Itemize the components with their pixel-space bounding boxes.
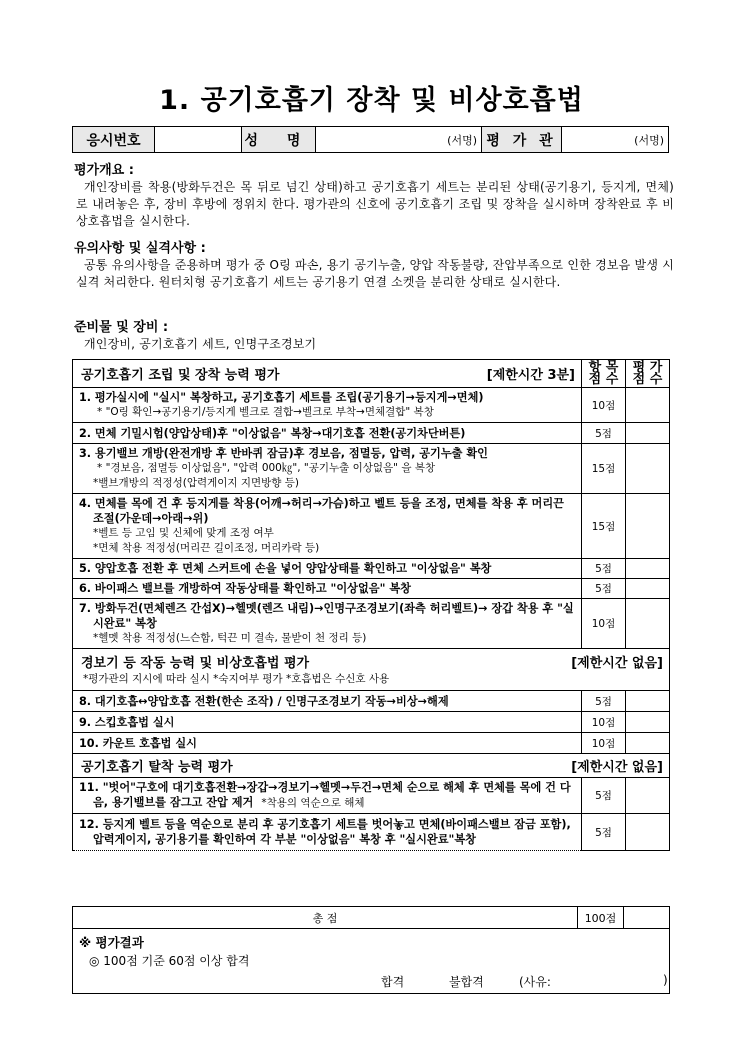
item-text: 5. 양압호흡 전환 후 면체 스커트에 손을 넣어 양압상태를 확인하고 "이상없음" 복창 [79,562,492,575]
result-heading: ※ 평가결과 [79,935,144,950]
item-points: 15점 [582,494,626,559]
item-points: 5점 [582,691,626,712]
table-row [73,778,670,814]
evaluator-label: 평 가 관 [482,127,562,152]
item-note: * "경보음, 점멸등 이상없음", "압력 000㎏", "공기누출 이상없음" 을 복창 [97,462,436,474]
section-header [73,360,670,388]
equipment-heading: 준비물 및 장비 : [74,320,169,335]
item-points: 5점 [582,814,626,851]
section-note: *평가관의 지시에 따라 실시 *숙지여부 평가 *호흡법은 수신호 사용 [83,672,390,685]
item-score-field[interactable] [626,778,670,814]
header-table [72,126,669,153]
item-text: 10. 카운트 호흡법 실시 [79,736,197,750]
item-note: *벨트 등 고임 및 신체에 맞게 조정 여부 [93,527,274,539]
equipment-text: 개인장비, 공기호흡기 세트, 인명구조경보기 [84,337,317,351]
item-score-field[interactable] [626,814,670,851]
item-text: 2. 면체 기밀시험(양압상태)후 "이상없음" 복창→대기호흡 전환(공기차단버튼) [79,426,466,440]
caution-heading: 유의사항 및 실격사항 : [74,241,206,256]
section-time-limit: [제한시간 없음] [571,760,663,775]
item-points: 15점 [582,444,626,494]
exam-no-label: 응시번호 [73,127,155,152]
overview-section [74,162,674,230]
table-row [73,733,670,754]
item-points: 5점 [582,559,626,579]
total-table [72,906,670,929]
item-note: *면체 착용 적정성(머리끈 길이조정, 머리카락 등) [93,542,320,554]
total-score-field[interactable] [624,907,670,929]
table-row [73,599,670,649]
section-title: 공기호흡기 조립 및 장착 능력 평가 [81,368,280,383]
evaluator-field[interactable] [562,127,668,152]
sign-label: (서명) [447,133,477,147]
sign-label: (서명) [634,133,664,147]
item-note: *착용의 역순으로 해체 [261,797,365,809]
column-header-points: 항 목 점 수 [582,360,626,388]
item-points: 5점 [582,423,626,444]
caution-section [74,240,674,291]
item-score-field[interactable] [626,388,670,423]
result-criteria: ◎ 100점 기준 60점 이상 합격 [89,954,250,968]
item-score-field[interactable] [626,733,670,754]
section-time-limit: [제한시간 3분] [486,368,575,383]
equipment-section [74,319,674,353]
total-label: 총 점 [73,907,578,929]
table-row [73,579,670,599]
overview-text: 개인장비를 착용(방화두건은 목 뒤로 넘긴 상태)하고 공기호흡기 세트는 분리된 상태(공기용기, 등지게, 면체)로 내려놓은 후, 장비 후방에 정위치 한다. 평가관의 신호에 공기호흡기 조립 및 장착을 실시하며 장착완료 후 비상호흡법을 실시한다. [76,180,674,228]
section-time-limit: [제한시간 없음] [571,655,663,671]
item-points: 10점 [582,388,626,423]
name-field[interactable] [316,127,482,152]
item-score-field[interactable] [626,712,670,733]
item-text: 6. 바이패스 밸브를 개방하여 작동상태를 확인하고 "이상없음" 복창 [79,582,411,595]
item-text: 11. "벗어"구호에 대기호흡전환→장갑→경보기→헬멧→두건→면체 순으로 해체 후 면체를 목에 건 다음, 용기밸브를 잠그고 잔압 제거 [79,781,571,809]
item-points: 10점 [582,733,626,754]
item-points: 5점 [582,778,626,814]
table-row [73,712,670,733]
reason-close: ) [663,973,668,987]
section-header [73,649,670,691]
total-points: 100점 [578,907,624,929]
table-row [73,814,670,851]
name-label: 성 명 [242,127,316,152]
section-header [73,754,670,778]
table-row [73,423,670,444]
item-score-field[interactable] [626,423,670,444]
exam-no-field[interactable] [155,127,242,152]
item-points: 10점 [582,712,626,733]
item-text: 4. 면체를 목에 건 후 등지게를 착용(어깨→허리→가슴)하고 벨트 등을 조정, 면체를 착용 후 머리끈 조절(가운데→아래→위) [79,497,564,525]
item-text: 9. 스킵호흡법 실시 [79,715,175,729]
table-row [73,691,670,712]
column-header-score: 평 가 점 수 [626,360,670,388]
table-row [73,494,670,559]
item-note: *헬멧 착용 적정성(느슨함, 턱끈 미 결속, 물받이 천 정리 등) [93,632,367,644]
item-text: 7. 방화두건(면체렌즈 간섭X)→헬멧(렌즈 내림)→인명구조경보기(좌측 허리벨트)→ 장갑 착용 후 "실시완료" 복창 [79,602,574,630]
item-score-field[interactable] [626,579,670,599]
section-title: 공기호흡기 탈착 능력 평가 [81,760,233,775]
item-text: 8. 대기호흡↔양압호흡 전환(한손 조작) / 인명구조경보기 작동→비상→해제 [79,694,449,708]
pass-label: 합격 [381,975,405,989]
evaluation-table [72,359,670,851]
item-score-field[interactable] [626,444,670,494]
table-row [73,444,670,494]
caution-text: 공통 유의사항을 준용하며 평가 중 O링 파손, 용기 공기누출, 양압 작동불량, 잔압부족으로 인한 경보음 발생 시 실격 처리한다. 원터치형 공기호흡기 세트는 공기용기 연결 소켓을 분리한 상태로 실시한다. [76,258,674,289]
table-row [73,559,670,579]
item-score-field[interactable] [626,559,670,579]
table-row [73,388,670,423]
section-title: 경보기 등 작동 능력 및 비상호흡법 평가 [81,655,310,671]
page-title: 1. 공기호흡기 장착 및 비상호흡법 [159,85,584,116]
item-text: 12. 등지게 벨트 등을 역순으로 분리 후 공기호흡기 세트를 벗어놓고 면체(바이패스밸브 잠금 포함), 압력게이지, 공기용기를 확인하여 각 부분 "이상없음" 복창 후 "실시완료"복창 [79,818,571,846]
item-score-field[interactable] [626,599,670,649]
item-note: * "O링 확인→공기용기/등지게 벨크로 결합→벨크로 부착→면체결합" 복창 [97,406,434,418]
fail-label: 불합격 [449,975,484,989]
item-score-field[interactable] [626,691,670,712]
item-points: 5점 [582,579,626,599]
item-text: 3. 용기밸브 개방(완전개방 후 반바퀴 잠금)후 경보음, 점멸등, 압력, 공기누출 확인 [79,447,488,460]
result-box [72,928,670,994]
item-points: 10점 [582,599,626,649]
overview-heading: 평가개요 : [74,163,134,178]
reason-label: (사유: [519,975,551,989]
item-text: 1. 평가실시에 "실시" 복창하고, 공기호흡기 세트를 조립(공기용기→등지게→면체) [79,391,484,404]
item-score-field[interactable] [626,494,670,559]
item-note: *밸브개방의 적정성(압력게이지 지면방향 등) [93,477,300,489]
